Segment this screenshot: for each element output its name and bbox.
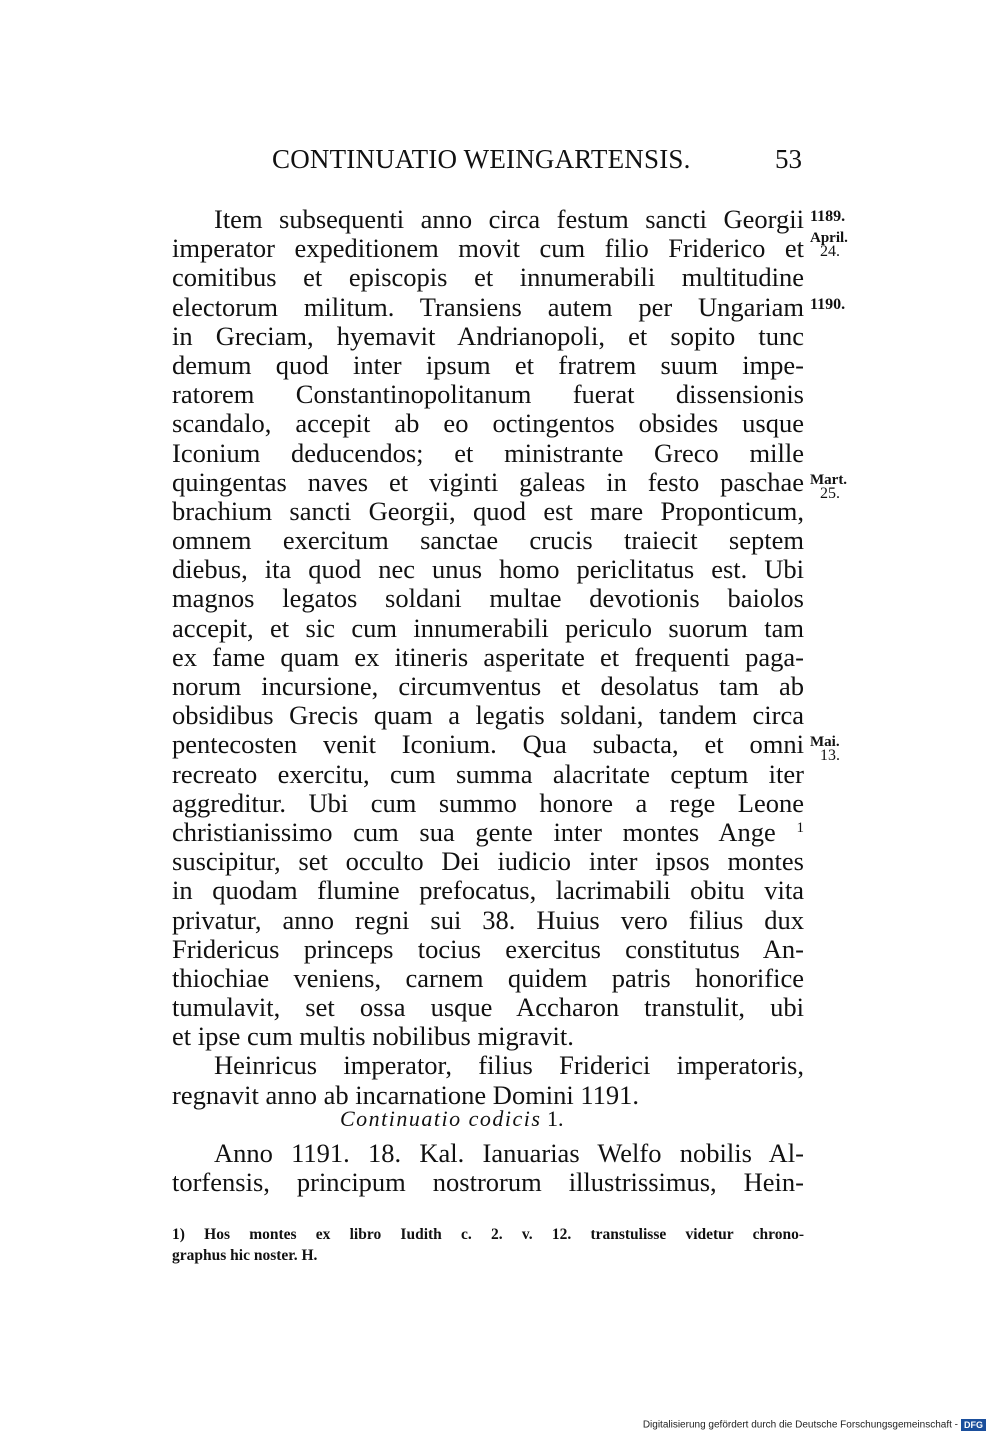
margin-year: 1190. [810,296,846,313]
text-line: imperator expeditionem movit cum filio Friderico et [172,233,804,264]
margin-note-mai [810,736,840,762]
text-line: et ipse cum multis nobilibus migravit. [172,1021,574,1052]
page-header [272,144,802,184]
margin-day: 25. [820,485,840,502]
text-line: obsidibus Grecis quam a legatis soldani, tandem circa [172,700,804,731]
text-line: norum incursione, circumventus et desolatus tam ab [172,671,804,701]
margin-month: April. [810,230,848,246]
text-line: suscipitur, set occulto Dei iudicio inter ipsos montes [172,846,804,877]
text-line: pentecosten venit Iconium. Qua subacta, et omni [172,729,804,760]
text-line: omnem exercitum sanctae crucis traiecit septem [172,525,804,556]
text-line: tumulavit, set ossa usque Accharon transtulit, ubi [172,992,804,1023]
running-title: CONTINUATIO WEINGARTENSIS. [272,144,691,174]
digitization-credit-text: Digitalisierung gefördert durch die Deutsche Forschungsgemeinschaft - [642,1419,958,1431]
footnote-line: 1) Hos montes ex libro Iudith c. 2. v. 12. transtulisse videtur chrono- [172,1226,804,1243]
text-line [172,818,804,847]
text-line: demum quod inter ipsum et fratrem suum impe- [172,349,804,380]
text-line: magnos legatos soldani multae devotionis baiolos [172,583,804,614]
section-heading [340,1106,563,1132]
text-line: Heinricus imperator, filius Friderici imperatoris, [214,1050,804,1081]
text-line: accepit, et sic cum innumerabili periculo suorum tam [172,612,804,643]
footnote-line: graphus hic noster. H. [172,1247,318,1264]
text-line: Anno 1191. 18. Kal. Ianuarias Welfo nobilis Al- [214,1138,804,1168]
margin-note-1190 [810,298,845,311]
text-line: diebus, ita quod nec unus homo periclitatus est. Ubi [172,554,804,585]
text-line: regnavit anno ab incarnatione Domini 1191. [172,1079,640,1110]
text-line: aggreditur. Ubi cum summo honore a rege Leone [172,787,804,818]
dfg-logo: DFG [961,1419,986,1431]
main-text [172,205,804,1110]
margin-month: Mart. [810,472,848,488]
text-line-content: christianissimo cum sua gente inter montes Ange [172,816,776,847]
text-line: Iconium deducendos; et ministrante Greco mille [172,437,804,468]
text-line: Fridericus princeps tocius exercitus constitutus An- [172,933,804,964]
text-line: in Greciam, hyemavit Andrianopoli, et sopito tunc [172,320,804,351]
footnote [172,1224,804,1266]
text-line: electorum militum. Transiens autem per Ungariam [172,291,804,322]
text-line: in quodam flumine prefocatus, lacrimabili obitu vita [172,875,804,906]
text-line: Item subsequenti anno circa festum sancti Georgii [214,204,804,234]
text-line: ratorem Constantinopolitanum fuerat dissensionis [172,379,804,410]
text-line: torfensis, principum nostrorum illustrissimus, Hein- [172,1167,804,1198]
text-line: recreato exercitu, cum summa alacritate ceptum iter [172,758,804,789]
margin-year: 1189. [810,208,846,225]
section-heading-title: Continuatio codicis [340,1106,542,1131]
page-number: 53 [775,144,802,174]
margin-day: 24. [820,243,840,260]
margin-month: Mai. [810,734,840,750]
section-heading-number: 1. [546,1106,564,1131]
text-line: ex fame quam ex itineris asperitate et frequenti paga- [172,641,804,672]
text-line: thiochiae veniens, carnem quidem patris honorifice [172,962,804,993]
margin-day: 13. [820,747,840,764]
continuation-text [172,1139,804,1197]
digitization-credit [643,1419,986,1431]
margin-note-mart [810,474,847,500]
text-line: comitibus et episcopis et innumerabili multitudine [172,262,804,293]
text-line: quingentas naves et viginti galeas in festo paschae [172,466,804,497]
margin-note-1189 [810,210,848,258]
footnote-marker: 1 [796,819,804,836]
text-line: privatur, anno regni sui 38. Huius vero filius dux [172,904,804,935]
text-line: scandalo, accepit ab eo octingentos obsides usque [172,408,804,439]
text-line: brachium sancti Georgii, quod est mare Proponticum, [172,495,804,526]
